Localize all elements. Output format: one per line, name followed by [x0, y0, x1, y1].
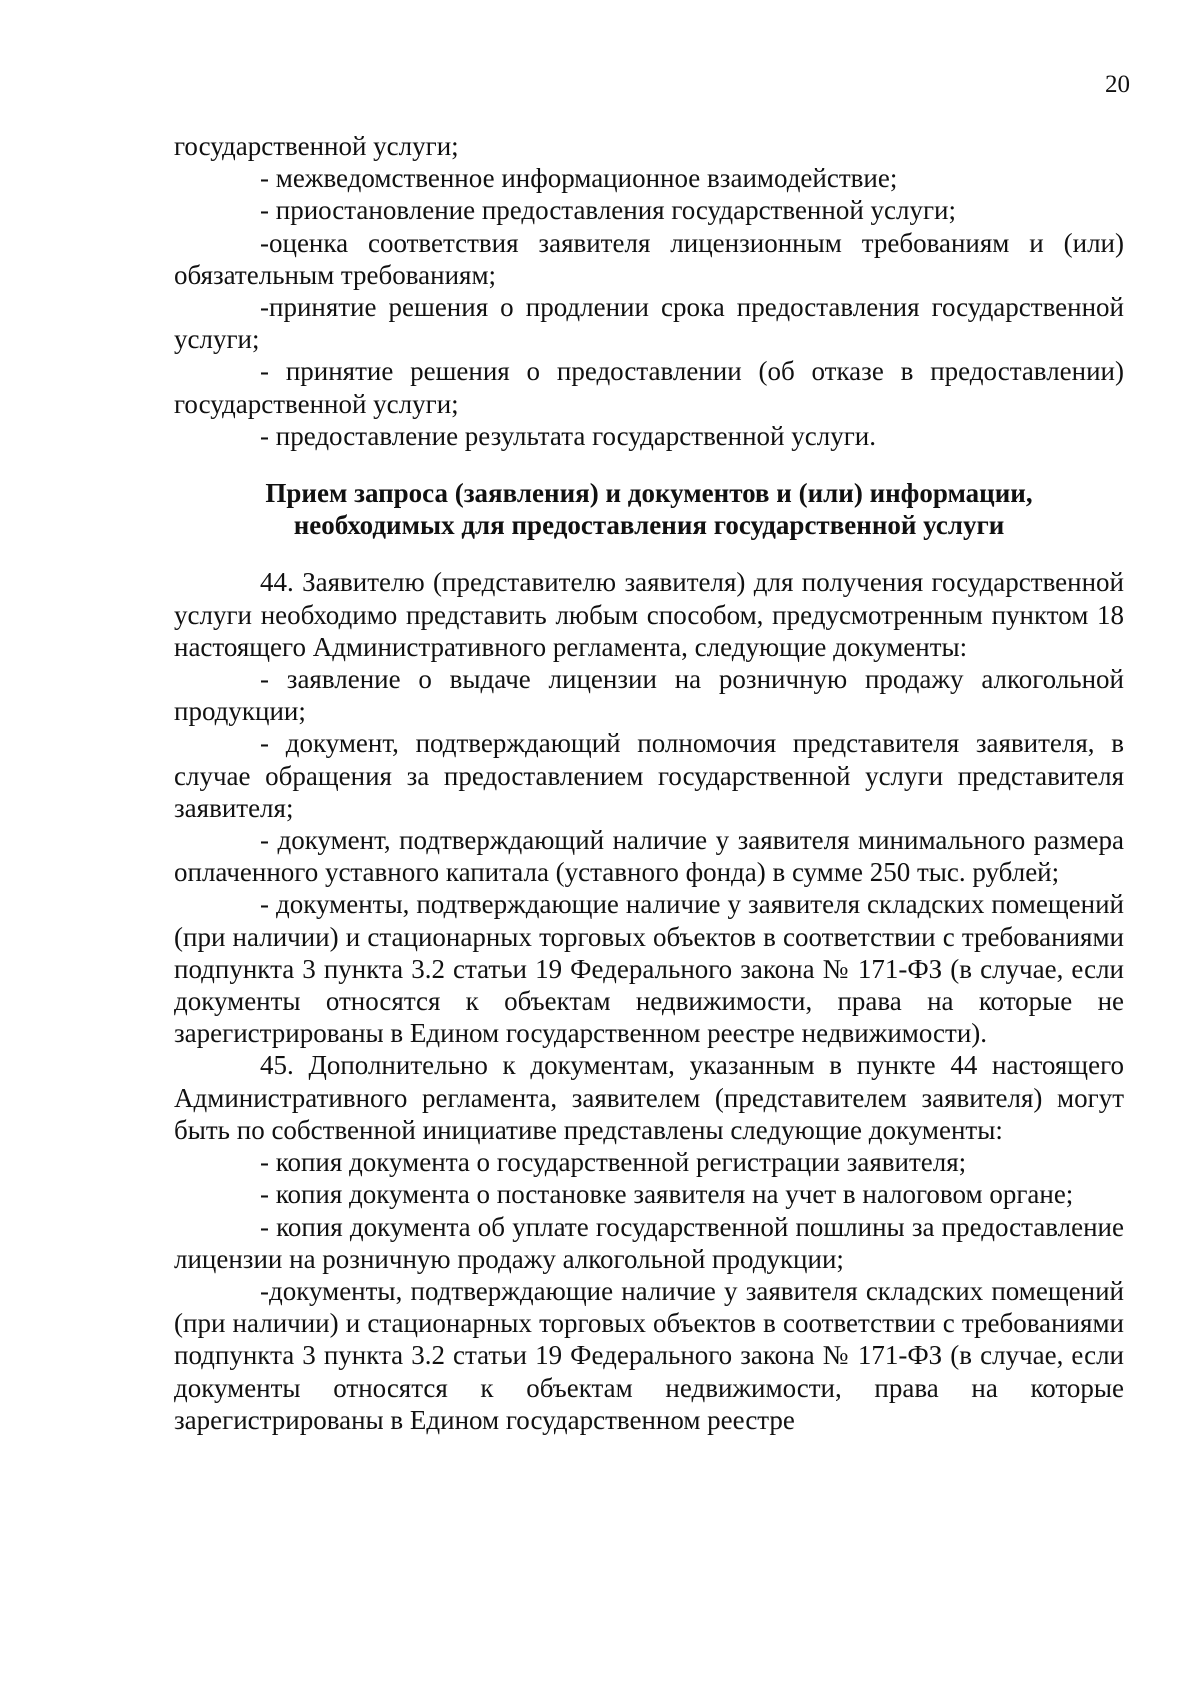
- clause-44: 44. Заявителю (представителю заявителя) для получения государственной услуги необходимо представить любым способом, предусмотренным пунктом 18 настоящего Административного регламента, следующие документы:: [174, 567, 1124, 662]
- list-item: - документ, подтверждающий полномочия представителя заявителя, в случае обращения за предоставлением государственной услуги представителя заявителя;: [174, 728, 1124, 823]
- list-item: - приостановление предоставления государственной услуги;: [260, 195, 957, 226]
- clause-45: 45. Дополнительно к документам, указанным в пункте 44 настоящего Административного регламента, заявителем (представителем заявителя) могут быть по собственной инициативе представлены следующие документы:: [174, 1050, 1124, 1145]
- list-item: - межведомственное информационное взаимодействие;: [260, 163, 898, 194]
- list-item: - документ, подтверждающий наличие у заявителя минимального размера оплаченного уставного капитала (уставного фонда) в сумме 250 тыс. рублей;: [174, 825, 1124, 888]
- section-heading-line-1: Прием запроса (заявления) и документов и (или) информации,: [265, 478, 1033, 509]
- list-item: - копия документа о постановке заявителя на учет в налоговом органе;: [260, 1179, 1074, 1210]
- section-heading: [174, 477, 1124, 541]
- list-item: -оценка соответствия заявителя лицензионным требованиям и (или) обязательным требованиям;: [174, 227, 1124, 290]
- list-item: - копия документа о государственной регистрации заявителя;: [260, 1147, 967, 1178]
- list-item: - заявление о выдаче лицензии на розничную продажу алкогольной продукции;: [174, 664, 1124, 727]
- list-item: - принятие решения о предоставлении (об отказе в предоставлении) государственной услуги;: [174, 356, 1124, 419]
- list-item: - предоставление результата государственной услуги.: [260, 420, 876, 451]
- document-body: [174, 130, 1124, 1436]
- list-item: -принятие решения о продлении срока предоставления государственной услуги;: [174, 292, 1124, 355]
- list-item: -документы, подтверждающие наличие у заявителя складских помещений (при наличии) и стационарных торговых объектов в соответствии с требованиями подпункта 3 пункта 3.2 статьи 19 Федерального закона № 171-ФЗ (в случае, если документы относятся к объектам недвижимости, права на которые зарегистрированы в Едином государственном реестре: [174, 1275, 1124, 1435]
- section-heading-line-2: необходимых для предоставления государственной услуги: [293, 510, 1005, 541]
- list-item: - документы, подтверждающие наличие у заявителя складских помещений (при наличии) и стационарных торговых объектов в соответствии с требованиями подпункта 3 пункта 3.2 статьи 19 Федерального закона № 171-ФЗ (в случае, если документы относятся к объектам недвижимости, права на которые не зарегистрированы в Едином государственном реестре недвижимости).: [174, 889, 1124, 1049]
- paragraph: государственной услуги;: [174, 131, 459, 161]
- page-number: 20: [1105, 71, 1130, 98]
- list-item: - копия документа об уплате государственной пошлины за предоставление лицензии на розничную продажу алкогольной продукции;: [174, 1211, 1124, 1274]
